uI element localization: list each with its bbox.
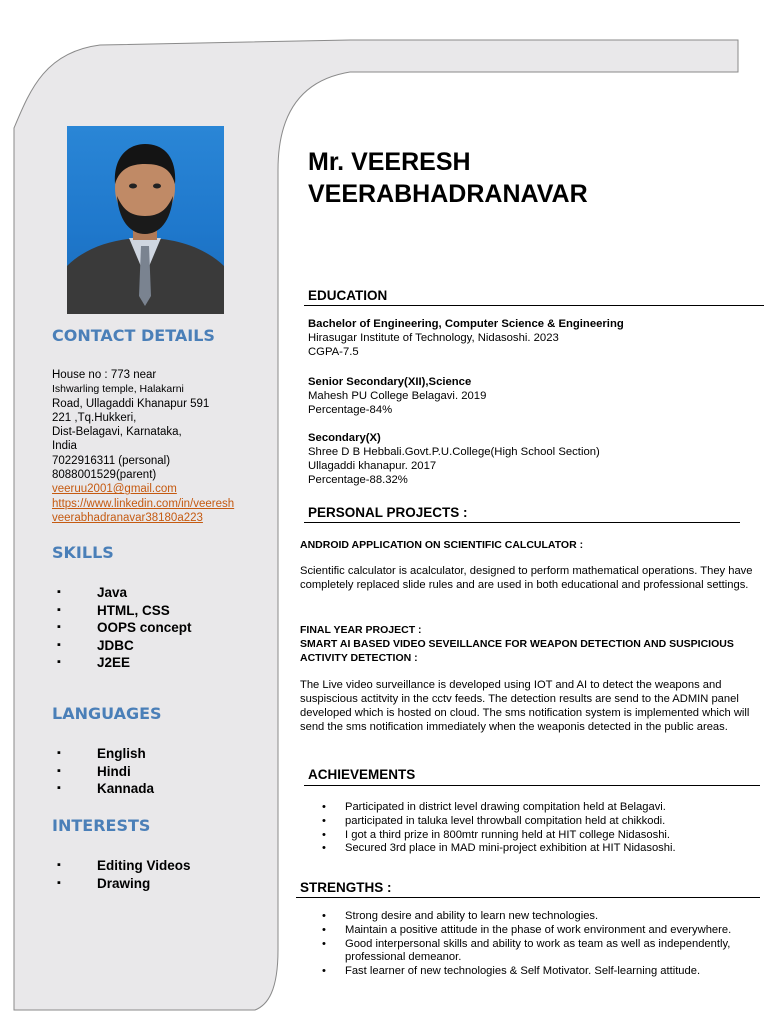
interests-list (76, 857, 191, 892)
degree-title: Senior Secondary(XII),Science (308, 376, 472, 388)
phone-parent: 8088001529(parent) (52, 469, 157, 482)
education-entry-puc (308, 375, 486, 417)
degree-title: Bachelor of Engineering, Computer Science & Engineering (308, 318, 624, 330)
project-2 (300, 623, 760, 734)
project-1-description: Scientific calculator is acalculator, designed to perform mathematical operations. They have completely replaced slide rules and are used in both educational and professional settings. (300, 565, 753, 592)
grade: Percentage-88.32% (308, 474, 408, 486)
skill-item: ▪ Java (76, 584, 192, 602)
skill-item: ▪ J2EE (76, 654, 192, 672)
candidate-name (308, 146, 588, 210)
strength-item: • Fast learner of new technologies & Self Motivator. Self-learning attitude. (300, 965, 760, 979)
degree-title: Secondary(X) (308, 432, 381, 444)
name-line-1: Mr. VEERESH (308, 148, 471, 176)
email-link[interactable]: veeruu2001@gmail.com (52, 483, 177, 496)
institution: Mahesh PU College Belagavi. 2019 (308, 390, 487, 402)
achievement-item: • Secured 3rd place in MAD mini-project exhibition at HIT Nidasoshi. (300, 842, 760, 856)
strengths-rule (296, 897, 760, 898)
interests-heading: INTERESTS (52, 816, 151, 835)
skill-item: ▪ JDBC (76, 637, 192, 655)
grade: Percentage-84% (308, 404, 393, 416)
project-2-description: The Live video surveillance is developed using IOT and AI to detect the weapons and suspiscious actitvity in the cctv feeds. The detection results are send to the ADMIN panel developed which is hosted on cloud. The sms notification system is implemented which will send the sms notification immediately when the weaponis detected in the public areas. (300, 678, 750, 734)
education-entry-bachelor (308, 317, 624, 359)
name-line-2: VEERABHADRANAVAR (308, 180, 588, 208)
strength-item: • Maintain a positive attitude in the phase of work environment and everywhere. (300, 924, 760, 938)
achievements-list (300, 801, 760, 856)
address-line: Dist-Belagavi, Karnataka, (52, 426, 182, 439)
projects-heading: PERSONAL PROJECTS : (308, 505, 468, 520)
achievement-item: • participated in taluka level throwball compitation held at chikkodi. (300, 815, 760, 829)
interest-item: ▪ Editing Videos (76, 857, 191, 875)
education-rule (304, 305, 764, 306)
achievement-item: • I got a third prize in 800mtr running held at HIT college Nidasoshi. (300, 829, 760, 843)
skills-heading: SKILLS (52, 543, 114, 562)
address-line: 221 ,Tq.Hukkeri, (52, 411, 137, 424)
institution: Hirasugar Institute of Technology, Nidasoshi. 2023 (308, 332, 559, 344)
interest-item: ▪ Drawing (76, 875, 191, 893)
achievements-rule (304, 785, 760, 786)
grade: CGPA-7.5 (308, 346, 359, 358)
education-entry-secondary (308, 431, 600, 487)
address-line: Road, Ullagaddi Khanapur 591 (52, 397, 210, 410)
linkedin-link[interactable]: https://www.linkedin.com/in/veeresh (52, 497, 235, 510)
address-line: India (52, 440, 77, 453)
skill-item: ▪ OOPS concept (76, 619, 192, 637)
address-line: Ishwarling temple, Halakarni (52, 383, 184, 396)
projects-rule (304, 522, 740, 523)
project-1 (300, 538, 760, 593)
contact-details-heading: CONTACT DETAILS (52, 326, 215, 345)
language-item: ▪ Hindi (76, 763, 154, 781)
project-2-label: FINAL YEAR PROJECT : (300, 624, 422, 636)
language-item: ▪ Kannada (76, 780, 154, 798)
achievement-item: • Participated in district level drawing compitation held at Belagavi. (300, 801, 760, 815)
strengths-list (300, 910, 760, 979)
project-1-title: ANDROID APPLICATION ON SCIENTIFIC CALCULATOR : (300, 539, 584, 551)
address-line: House no : 773 near (52, 369, 157, 381)
phone-personal: 7022916311 (personal) (52, 454, 171, 467)
project-2-title: SMART AI BASED VIDEO SEVEILLANCE FOR WEAPON DETECTION AND SUSPICIOUS ACTIVITY DETECTION : (300, 638, 734, 665)
strength-item: • Strong desire and ability to learn new technologies. (300, 910, 760, 924)
strengths-heading: STRENGTHS : (300, 880, 392, 895)
education-heading: EDUCATION (308, 288, 388, 303)
skill-item: ▪ HTML, CSS (76, 602, 192, 620)
contact-details (52, 368, 267, 525)
institution: Shree D B Hebbali.Govt.P.U.College(High School Section) (308, 446, 600, 458)
languages-list (76, 745, 154, 798)
achievements-heading: ACHIEVEMENTS (308, 767, 416, 782)
languages-heading: LANGUAGES (52, 704, 162, 723)
institution-location: Ullagaddi khanapur. 2017 (308, 460, 437, 472)
profile-photo (67, 126, 224, 314)
skills-list (76, 584, 192, 672)
strength-item: • Good interpersonal skills and ability to work as team as well as independently, professional demeanor. (300, 938, 760, 966)
language-item: ▪ English (76, 745, 154, 763)
linkedin-link-continued[interactable]: veerabhadranavar38180a223 (52, 511, 203, 524)
